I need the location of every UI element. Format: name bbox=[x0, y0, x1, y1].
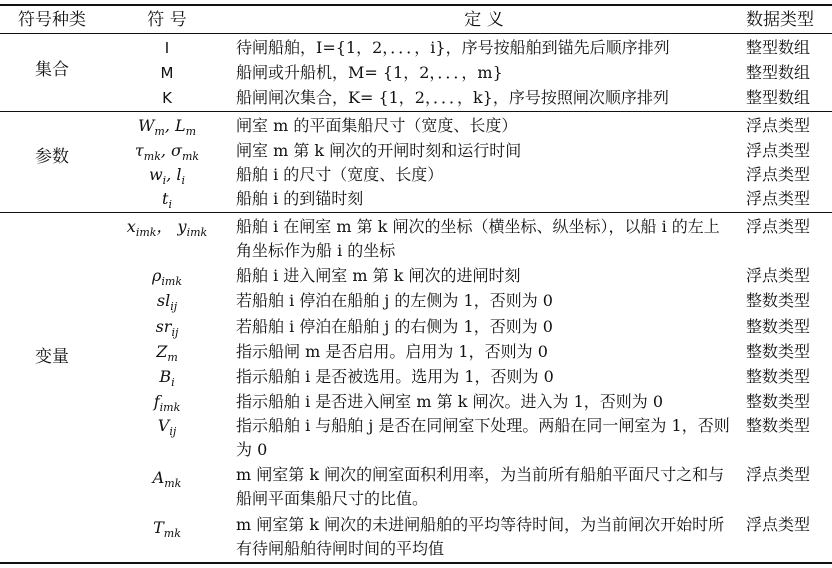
type-Zm: 整数类型 bbox=[746, 342, 811, 361]
symbol-slij: $sl_{ij}$ bbox=[156, 291, 178, 313]
definition-I: 待闸船舶，I={1，2，．．．，i}，序号按船舶到锚先后顺序排列 bbox=[236, 38, 670, 57]
definition-Vij: 指示船舶 i 与船舶 j 是否在同闸室下处理。两船在同一闸室为 1，否则为 0 bbox=[236, 416, 730, 459]
type-slij: 整数类型 bbox=[746, 291, 811, 310]
definition-Amk: m 闸室第 k 闸次的闸室面积利用率，为当前所有船舶平面尺寸之和与船闸平面集船尺寸的比值。 bbox=[236, 465, 725, 508]
bottom-rule bbox=[0, 562, 832, 564]
header-rule bbox=[0, 33, 832, 34]
type-Amk: 浮点类型 bbox=[746, 465, 811, 484]
header-type: 数据类型 bbox=[746, 10, 814, 30]
type-K: 整型数组 bbox=[746, 88, 811, 107]
definition-Bi: 指示船舶 i 是否被选用。选用为 1，否则为 0 bbox=[236, 367, 554, 386]
symbol-fimk: $f_{imk}$ bbox=[153, 392, 181, 414]
symbol-Wm-Lm: $W_m$, $L_m$ bbox=[137, 116, 197, 138]
definition-Zm: 指示船闸 m 是否启用。启用为 1，否则为 0 bbox=[236, 342, 548, 361]
top-rule bbox=[0, 4, 832, 6]
type-M: 整型数组 bbox=[746, 63, 811, 82]
definition-Wm-Lm: 闸室 m 的平面集船尺寸（宽度、长度） bbox=[236, 116, 518, 135]
type-Bi: 整数类型 bbox=[746, 367, 811, 386]
symbol-rho: $\rho_{imk}$ bbox=[151, 266, 183, 288]
symbol-Tmk: $T_{mk}$ bbox=[153, 518, 181, 540]
symbol-Zm: $Z_m$ bbox=[156, 342, 178, 364]
symbol-srij: $sr_{ij}$ bbox=[155, 317, 179, 339]
definition-M: 船闸或升船机，M= {1，2，．．．，m} bbox=[236, 63, 503, 82]
type-Tmk: 浮点类型 bbox=[746, 515, 811, 534]
type-Wm-Lm: 浮点类型 bbox=[746, 116, 811, 135]
symbol-wi-li: $w_i$, $l_i$ bbox=[148, 165, 186, 187]
header-symbol: 符 号 bbox=[147, 10, 187, 30]
type-I: 整型数组 bbox=[746, 38, 811, 57]
definition-slij: 若船舶 i 停泊在船舶 j 的左侧为 1，否则为 0 bbox=[236, 291, 553, 310]
definition-Tmk: m 闸室第 k 闸次的未进闸船舶的平均等待时间，为当前闸次开始时所有待闸船舶待闸时间的平均值 bbox=[236, 515, 725, 558]
symbol-ximk-yimk: $x_{imk}$， $y_{imk}$ bbox=[126, 217, 208, 239]
symbol-Vij: $V_{ij}$ bbox=[157, 416, 177, 438]
category-sets: 集合 bbox=[35, 60, 69, 80]
definition-tau-sigma: 闸室 m 第 k 闸次的开闸时刻和运行时间 bbox=[236, 141, 522, 160]
group-divider bbox=[0, 111, 832, 112]
type-ximk-yimk: 浮点类型 bbox=[746, 217, 811, 236]
symbol-Bi: $B_i$ bbox=[159, 367, 175, 389]
symbol-K: K bbox=[162, 89, 172, 107]
symbol-I: I bbox=[164, 39, 170, 57]
definition-K: 船闸闸次集合，K= {1，2，．．．，k}，序号按照闸次顺序排列 bbox=[236, 88, 669, 107]
definition-fimk: 指示船舶 i 是否进入闸室 m 第 k 闸次。进入为 1，否则为 0 bbox=[236, 392, 664, 411]
category-variables: 变量 bbox=[35, 347, 69, 367]
definition-ximk-yimk: 船舶 i 在闸室 m 第 k 闸次的坐标（横坐标、纵坐标），以船 i 的左上角坐标作为船 i 的坐标 bbox=[236, 217, 720, 260]
type-ti: 浮点类型 bbox=[746, 189, 811, 208]
symbol-ti: $t_i$ bbox=[162, 189, 172, 211]
definition-rho: 船舶 i 进入闸室 m 第 k 闸次的进闸时刻 bbox=[236, 266, 521, 285]
type-srij: 整数类型 bbox=[746, 317, 811, 336]
definition-wi-li: 船舶 i 的尺寸（宽度、长度） bbox=[236, 165, 444, 184]
header-category: 符号种类 bbox=[18, 10, 86, 30]
category-parameters: 参数 bbox=[35, 147, 69, 167]
symbol-M: M bbox=[160, 64, 174, 82]
symbol-Amk: $A_{mk}$ bbox=[152, 468, 182, 490]
definition-ti: 船舶 i 的到锚时刻 bbox=[236, 189, 364, 208]
header-definition: 定 义 bbox=[464, 10, 504, 30]
type-fimk: 整数类型 bbox=[746, 392, 811, 411]
type-rho: 浮点类型 bbox=[746, 266, 811, 285]
group-divider bbox=[0, 212, 832, 213]
symbol-tau-sigma: $\tau_{mk}$, $\sigma_{mk}$ bbox=[134, 141, 200, 163]
definition-srij: 若船舶 i 停泊在船舶 j 的右侧为 1，否则为 0 bbox=[236, 317, 553, 336]
type-wi-li: 浮点类型 bbox=[746, 165, 811, 184]
type-tau-sigma: 浮点类型 bbox=[746, 141, 811, 160]
type-Vij: 整数类型 bbox=[746, 416, 811, 435]
